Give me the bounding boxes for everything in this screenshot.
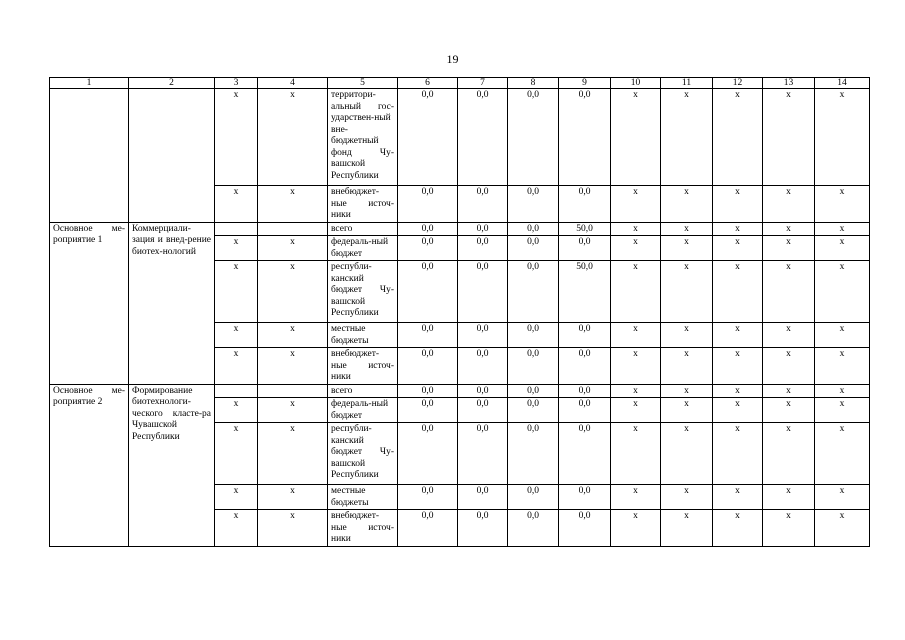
column-number-header: 8 [508, 78, 559, 89]
indicator-cell: x [713, 510, 763, 547]
indicator-cell: x [661, 236, 713, 261]
indicator-cell: x [815, 236, 870, 261]
column-number-header: 14 [815, 78, 870, 89]
indicator-cell: x [815, 348, 870, 385]
funding-source-cell: федераль-ный бюджет [328, 398, 398, 423]
indicator-cell: x [713, 261, 763, 323]
indicator-cell: x [713, 348, 763, 385]
indicator-cell: x [611, 398, 661, 423]
amount-cell: 0,0 [559, 323, 611, 348]
indicator-cell: x [763, 423, 815, 485]
column-4-cell: x [258, 398, 328, 423]
amount-cell: 0,0 [508, 510, 559, 547]
indicator-cell: x [763, 222, 815, 236]
funding-source-cell: местные бюджеты [328, 485, 398, 510]
indicator-cell: x [713, 323, 763, 348]
amount-cell: 0,0 [458, 89, 508, 186]
indicator-cell: x [815, 89, 870, 186]
amount-cell: 0,0 [398, 485, 458, 510]
amount-cell: 0,0 [508, 186, 559, 223]
indicator-cell: x [815, 485, 870, 510]
funding-source-cell: внебюджет-ные источ-ники [328, 186, 398, 223]
indicator-cell: x [815, 222, 870, 236]
column-4-cell: x [258, 423, 328, 485]
funding-source-cell: всего [328, 222, 398, 236]
amount-cell: 0,0 [398, 261, 458, 323]
amount-cell: 0,0 [458, 186, 508, 223]
indicator-cell: x [713, 398, 763, 423]
amount-cell: 0,0 [508, 89, 559, 186]
column-3-cell: x [215, 485, 258, 510]
indicator-cell: x [611, 485, 661, 510]
amount-cell: 50,0 [559, 222, 611, 236]
column-4-cell: x [258, 323, 328, 348]
amount-cell: 0,0 [398, 510, 458, 547]
indicator-cell: x [815, 398, 870, 423]
indicator-cell: x [815, 186, 870, 223]
amount-cell: 0,0 [458, 398, 508, 423]
indicator-cell: x [763, 323, 815, 348]
indicator-cell: x [713, 384, 763, 398]
amount-cell: 0,0 [508, 261, 559, 323]
amount-cell: 0,0 [559, 384, 611, 398]
funding-source-cell: внебюджет-ные источ-ники [328, 348, 398, 385]
funding-source-cell: республи-канский бюджет Чу-вашской Республики [328, 261, 398, 323]
amount-cell: 0,0 [398, 323, 458, 348]
indicator-cell: x [661, 323, 713, 348]
amount-cell: 0,0 [508, 423, 559, 485]
indicator-cell: x [713, 423, 763, 485]
indicator-cell: x [611, 348, 661, 385]
indicator-cell: x [661, 222, 713, 236]
column-4-cell: x [258, 236, 328, 261]
column-4-cell: x [258, 89, 328, 186]
indicator-cell: x [713, 485, 763, 510]
amount-cell: 0,0 [559, 236, 611, 261]
amount-cell: 0,0 [458, 261, 508, 323]
indicator-cell: x [611, 186, 661, 223]
indicator-cell: x [815, 510, 870, 547]
column-3-cell: x [215, 423, 258, 485]
column-4-cell: x [258, 485, 328, 510]
amount-cell: 0,0 [458, 236, 508, 261]
indicator-cell: x [815, 423, 870, 485]
column-3-cell: x [215, 348, 258, 385]
funding-source-cell: всего [328, 384, 398, 398]
amount-cell: 0,0 [508, 384, 559, 398]
column-4-cell: x [258, 261, 328, 323]
amount-cell: 0,0 [398, 423, 458, 485]
funding-source-cell: местные бюджеты [328, 323, 398, 348]
indicator-cell: x [763, 485, 815, 510]
indicator-cell: x [763, 398, 815, 423]
indicator-cell: x [661, 398, 713, 423]
column-3-cell: x [215, 323, 258, 348]
amount-cell: 0,0 [559, 510, 611, 547]
amount-cell: 0,0 [398, 222, 458, 236]
amount-cell: 0,0 [559, 423, 611, 485]
indicator-cell: x [611, 323, 661, 348]
column-4-cell [258, 222, 328, 236]
amount-cell: 0,0 [398, 236, 458, 261]
amount-cell: 0,0 [458, 323, 508, 348]
amount-cell: 0,0 [458, 510, 508, 547]
funding-source-cell: территори-альный гос-ударствен-ный вне-бюджетный фонд Чу-вашской Республики [328, 89, 398, 186]
amount-cell: 0,0 [559, 348, 611, 385]
program-table [49, 77, 870, 547]
column-3-cell: x [215, 398, 258, 423]
event-description-cell [129, 89, 215, 223]
indicator-cell: x [713, 89, 763, 186]
amount-cell: 0,0 [559, 89, 611, 186]
column-number-header: 5 [328, 78, 398, 89]
amount-cell: 0,0 [458, 485, 508, 510]
table-body [50, 89, 870, 547]
column-3-cell: x [215, 236, 258, 261]
indicator-cell: x [661, 485, 713, 510]
indicator-cell: x [815, 384, 870, 398]
amount-cell: 0,0 [508, 485, 559, 510]
column-3-cell [215, 384, 258, 398]
column-4-cell: x [258, 348, 328, 385]
column-4-cell: x [258, 510, 328, 547]
indicator-cell: x [611, 222, 661, 236]
amount-cell: 50,0 [559, 261, 611, 323]
column-number-header: 6 [398, 78, 458, 89]
amount-cell: 0,0 [458, 222, 508, 236]
column-number-header: 7 [458, 78, 508, 89]
amount-cell: 0,0 [398, 348, 458, 385]
amount-cell: 0,0 [398, 398, 458, 423]
column-number-header: 2 [129, 78, 215, 89]
indicator-cell: x [713, 236, 763, 261]
indicator-cell: x [763, 89, 815, 186]
column-3-cell [215, 222, 258, 236]
event-name-cell: Основное ме-роприятие 2 [50, 384, 129, 546]
indicator-cell: x [661, 186, 713, 223]
amount-cell: 0,0 [398, 89, 458, 186]
page-number: 19 [446, 52, 459, 66]
funding-source-cell: республи-канский бюджет Чу-вашской Республики [328, 423, 398, 485]
indicator-cell: x [713, 222, 763, 236]
amount-cell: 0,0 [508, 222, 559, 236]
column-number-header: 3 [215, 78, 258, 89]
amount-cell: 0,0 [508, 236, 559, 261]
header-row [50, 78, 870, 89]
amount-cell: 0,0 [398, 186, 458, 223]
amount-cell: 0,0 [398, 384, 458, 398]
event-name-cell: Основное ме-роприятие 1 [50, 222, 129, 384]
indicator-cell: x [611, 89, 661, 186]
table-row [50, 222, 870, 236]
indicator-cell: x [763, 510, 815, 547]
indicator-cell: x [611, 423, 661, 485]
amount-cell: 0,0 [508, 398, 559, 423]
column-number-header: 11 [661, 78, 713, 89]
column-number-header: 10 [611, 78, 661, 89]
column-number-header: 12 [713, 78, 763, 89]
column-number-header: 1 [50, 78, 129, 89]
column-3-cell: x [215, 510, 258, 547]
indicator-cell: x [661, 261, 713, 323]
event-description-cell: Коммерциали-зация и внед-рение биотех-нологий [129, 222, 215, 384]
amount-cell: 0,0 [559, 186, 611, 223]
amount-cell: 0,0 [559, 398, 611, 423]
amount-cell: 0,0 [458, 384, 508, 398]
indicator-cell: x [611, 384, 661, 398]
indicator-cell: x [763, 348, 815, 385]
event-name-cell [50, 89, 129, 223]
indicator-cell: x [661, 510, 713, 547]
indicator-cell: x [611, 236, 661, 261]
indicator-cell: x [661, 89, 713, 186]
indicator-cell: x [815, 323, 870, 348]
indicator-cell: x [763, 236, 815, 261]
column-number-header: 4 [258, 78, 328, 89]
indicator-cell: x [661, 423, 713, 485]
indicator-cell: x [713, 186, 763, 223]
indicator-cell: x [763, 384, 815, 398]
indicator-cell: x [815, 261, 870, 323]
column-3-cell: x [215, 186, 258, 223]
funding-source-cell: федераль-ный бюджет [328, 236, 398, 261]
amount-cell: 0,0 [508, 323, 559, 348]
column-4-cell: x [258, 186, 328, 223]
indicator-cell: x [661, 384, 713, 398]
column-number-header: 9 [559, 78, 611, 89]
column-numbers-header [50, 78, 870, 89]
indicator-cell: x [611, 261, 661, 323]
indicator-cell: x [661, 348, 713, 385]
funding-source-cell: внебюджет-ные источ-ники [328, 510, 398, 547]
indicator-cell: x [763, 186, 815, 223]
table-row [50, 384, 870, 398]
amount-cell: 0,0 [508, 348, 559, 385]
indicator-cell: x [763, 261, 815, 323]
column-4-cell [258, 384, 328, 398]
amount-cell: 0,0 [458, 423, 508, 485]
indicator-cell: x [611, 510, 661, 547]
event-description-cell: Формирование биотехнологи-ческого класте-ра Чувашской Республики [129, 384, 215, 546]
amount-cell: 0,0 [458, 348, 508, 385]
amount-cell: 0,0 [559, 485, 611, 510]
column-number-header: 13 [763, 78, 815, 89]
column-3-cell: x [215, 89, 258, 186]
column-3-cell: x [215, 261, 258, 323]
table-row [50, 89, 870, 186]
